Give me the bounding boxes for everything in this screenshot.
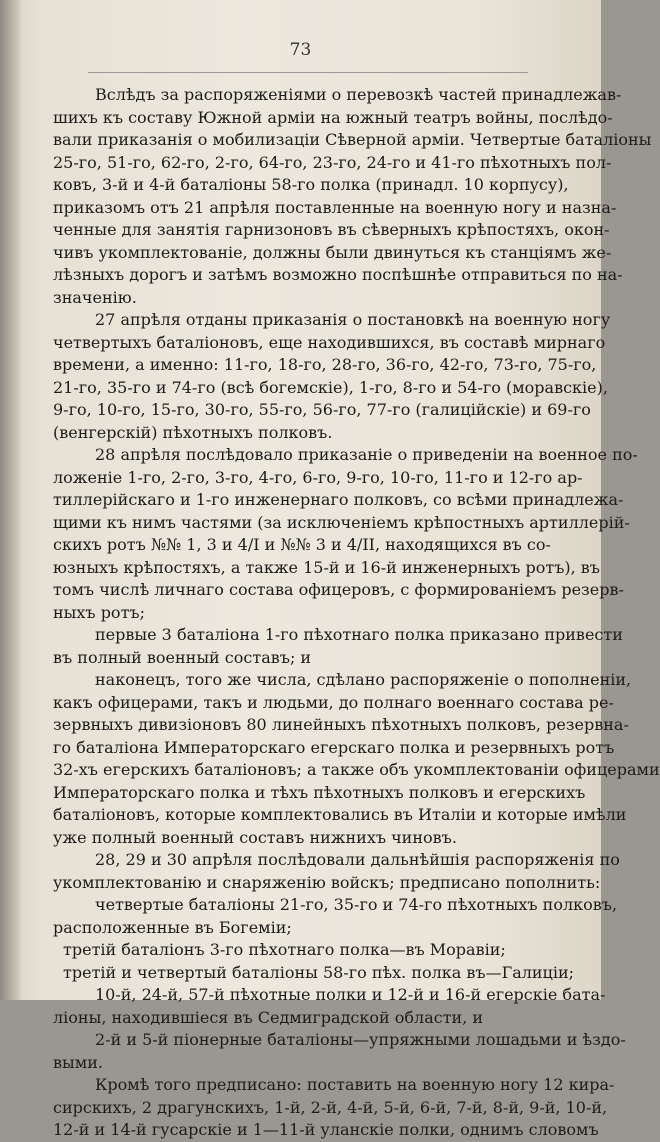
text-line: уже полный военный составъ нижнихъ чиновъ. (53, 827, 457, 847)
text-line: баталіоновъ, которые комплектовались въ Италіи и которые имѣли (53, 805, 627, 824)
text-line: Кромѣ того предписано: поставить на военную ногу 12 кира- (95, 1075, 615, 1094)
body-text (53, 84, 660, 1142)
text-line: скихъ ротъ №№ 1, 3 и 4/I и №№ 3 и 4/II, находящихся въ со- (53, 535, 551, 554)
text-line: времени, а именно: 11-го, 18-го, 28-го, 36-го, 42-го, 73-го, 75-го, (53, 355, 597, 374)
text-line: ныхъ ротъ; (53, 602, 145, 622)
text-line: 28, 29 и 30 апрѣля послѣдовали дальнѣйшія распоряженія по (95, 850, 620, 869)
text-line: го баталіона Императорскаго егерскаго полка и резервныхъ ротъ (53, 737, 615, 757)
text-line: выми. (53, 1052, 103, 1072)
text-line: третій баталіонъ 3-го пѣхотнаго полка—въ Моравіи; (63, 940, 506, 959)
text-line: четвертыхъ баталіоновъ, еще находившихся, въ составѣ мирнаго (53, 332, 606, 352)
text-line: 9-го, 10-го, 15-го, 30-го, 55-го, 56-го, 77-го (галиційскіе) и 69-го (53, 400, 591, 419)
text-line: юзныхъ крѣпостяхъ, а также 15-й и 16-й инженерныхъ ротъ), въ (53, 557, 600, 577)
text-line: ліоны, находившіеся въ Седмиградской области, и (53, 1007, 484, 1027)
text-line: значенію. (53, 287, 137, 307)
text-line: вали приказанія о мобилизаціи Сѣверной арміи. Четвертые баталіоны (53, 130, 652, 149)
text-line: ченные для занятія гарнизоновъ въ сѣверныхъ крѣпостяхъ, окон- (53, 220, 610, 239)
text-line: лѣзныхъ дорогъ и затѣмъ возможно поспѣшнѣе отправиться по на- (53, 265, 623, 284)
text-line: 2-й и 5-й піонерные баталіоны—упряжными лошадьми и ѣздо- (95, 1030, 626, 1049)
text-line: 21-го, 35-го и 74-го (всѣ богемскіе), 1-го, 8-го и 54-го (моравскіе), (53, 377, 608, 397)
text-line: 12-й и 14-й гусарскіе и 1—11-й уланскіе полки, однимъ словомъ (53, 1120, 599, 1139)
text-line: 32-хъ егерскихъ баталіоновъ; а также объ укомплектованіи офицерами (53, 760, 660, 779)
text-line: 28 апрѣля послѣдовало приказаніе о приведеніи на военное по- (95, 445, 638, 464)
text-line: первые 3 баталіона 1-го пѣхотнаго полка приказано привести (95, 625, 623, 644)
text-line: ковъ, 3-й и 4-й баталіоны 58-го полка (принадл. 10 корпусу), (53, 175, 569, 194)
text-line: четвертые баталіоны 21-го, 35-го и 74-го пѣхотныхъ полковъ, (95, 895, 618, 914)
book-binding-shadow (0, 0, 22, 1000)
text-line: шихъ къ составу Южной арміи на южный театръ войны, послѣдо- (53, 107, 613, 127)
text-line: 10-й, 24-й, 57-й пѣхотные полки и 12-й и 16-й егерскіе бата- (95, 985, 606, 1004)
text-line: расположенные въ Богеміи; (53, 917, 292, 937)
text-line: (венгерскій) пѣхотныхъ полковъ. (53, 422, 333, 442)
text-line: 25-го, 51-го, 62-го, 2-го, 64-го, 23-го, 24-го и 41-го пѣхотныхъ пол- (53, 152, 612, 172)
text-line: наконецъ, того же числа, сдѣлано распоряженіе о пополненіи, (95, 670, 632, 689)
text-line: ложеніе 1-го, 2-го, 3-го, 4-го, 6-го, 9-го, 10-го, 11-го и 12-го ар- (53, 467, 583, 487)
page-number: 73 (289, 40, 312, 60)
text-line: Императорскаго полка и тѣхъ пѣхотныхъ полковъ и егерскихъ (53, 782, 586, 802)
text-line: 27 апрѣля отданы приказанія о постановкѣ на военную ногу (95, 310, 611, 329)
text-line: въ полный военный составъ; и (53, 647, 312, 667)
text-line: укомплектованію и снаряженію войскъ; предписано пополнить: (53, 872, 601, 892)
text-line: тиллерійскаго и 1-го инженернаго полковъ, со всѣми принадлежа- (53, 490, 624, 509)
text-line: сирскихъ, 2 драгунскихъ, 1-й, 2-й, 4-й, 5-й, 6-й, 7-й, 8-й, 9-й, 10-й, (53, 1097, 608, 1117)
text-line: третій и четвертый баталіоны 58-го пѣх. полка въ—Галиціи; (63, 962, 575, 982)
text-line: томъ числѣ личнаго состава офицеровъ, с формированіемъ резерв- (53, 580, 624, 599)
text-line: чивъ укомплектованіе, должны были двинуться къ станціямъ же- (53, 242, 612, 262)
text-line: какъ офицерами, такъ и людьми, до полнаго военнаго состава ре- (53, 692, 614, 712)
text-line: щими къ нимъ частями (за исключеніемъ крѣпостныхъ артиллерій- (53, 512, 630, 532)
header-rule (88, 72, 528, 73)
text-line: зервныхъ дивизіоновъ 80 линейныхъ пѣхотныхъ полковъ, резервна- (53, 715, 629, 734)
text-line: приказомъ отъ 21 апрѣля поставленные на военную ногу и назна- (53, 197, 617, 217)
text-line: Вслѣдъ за распоряженіями о перевозкѣ частей принадлежав- (95, 85, 622, 104)
